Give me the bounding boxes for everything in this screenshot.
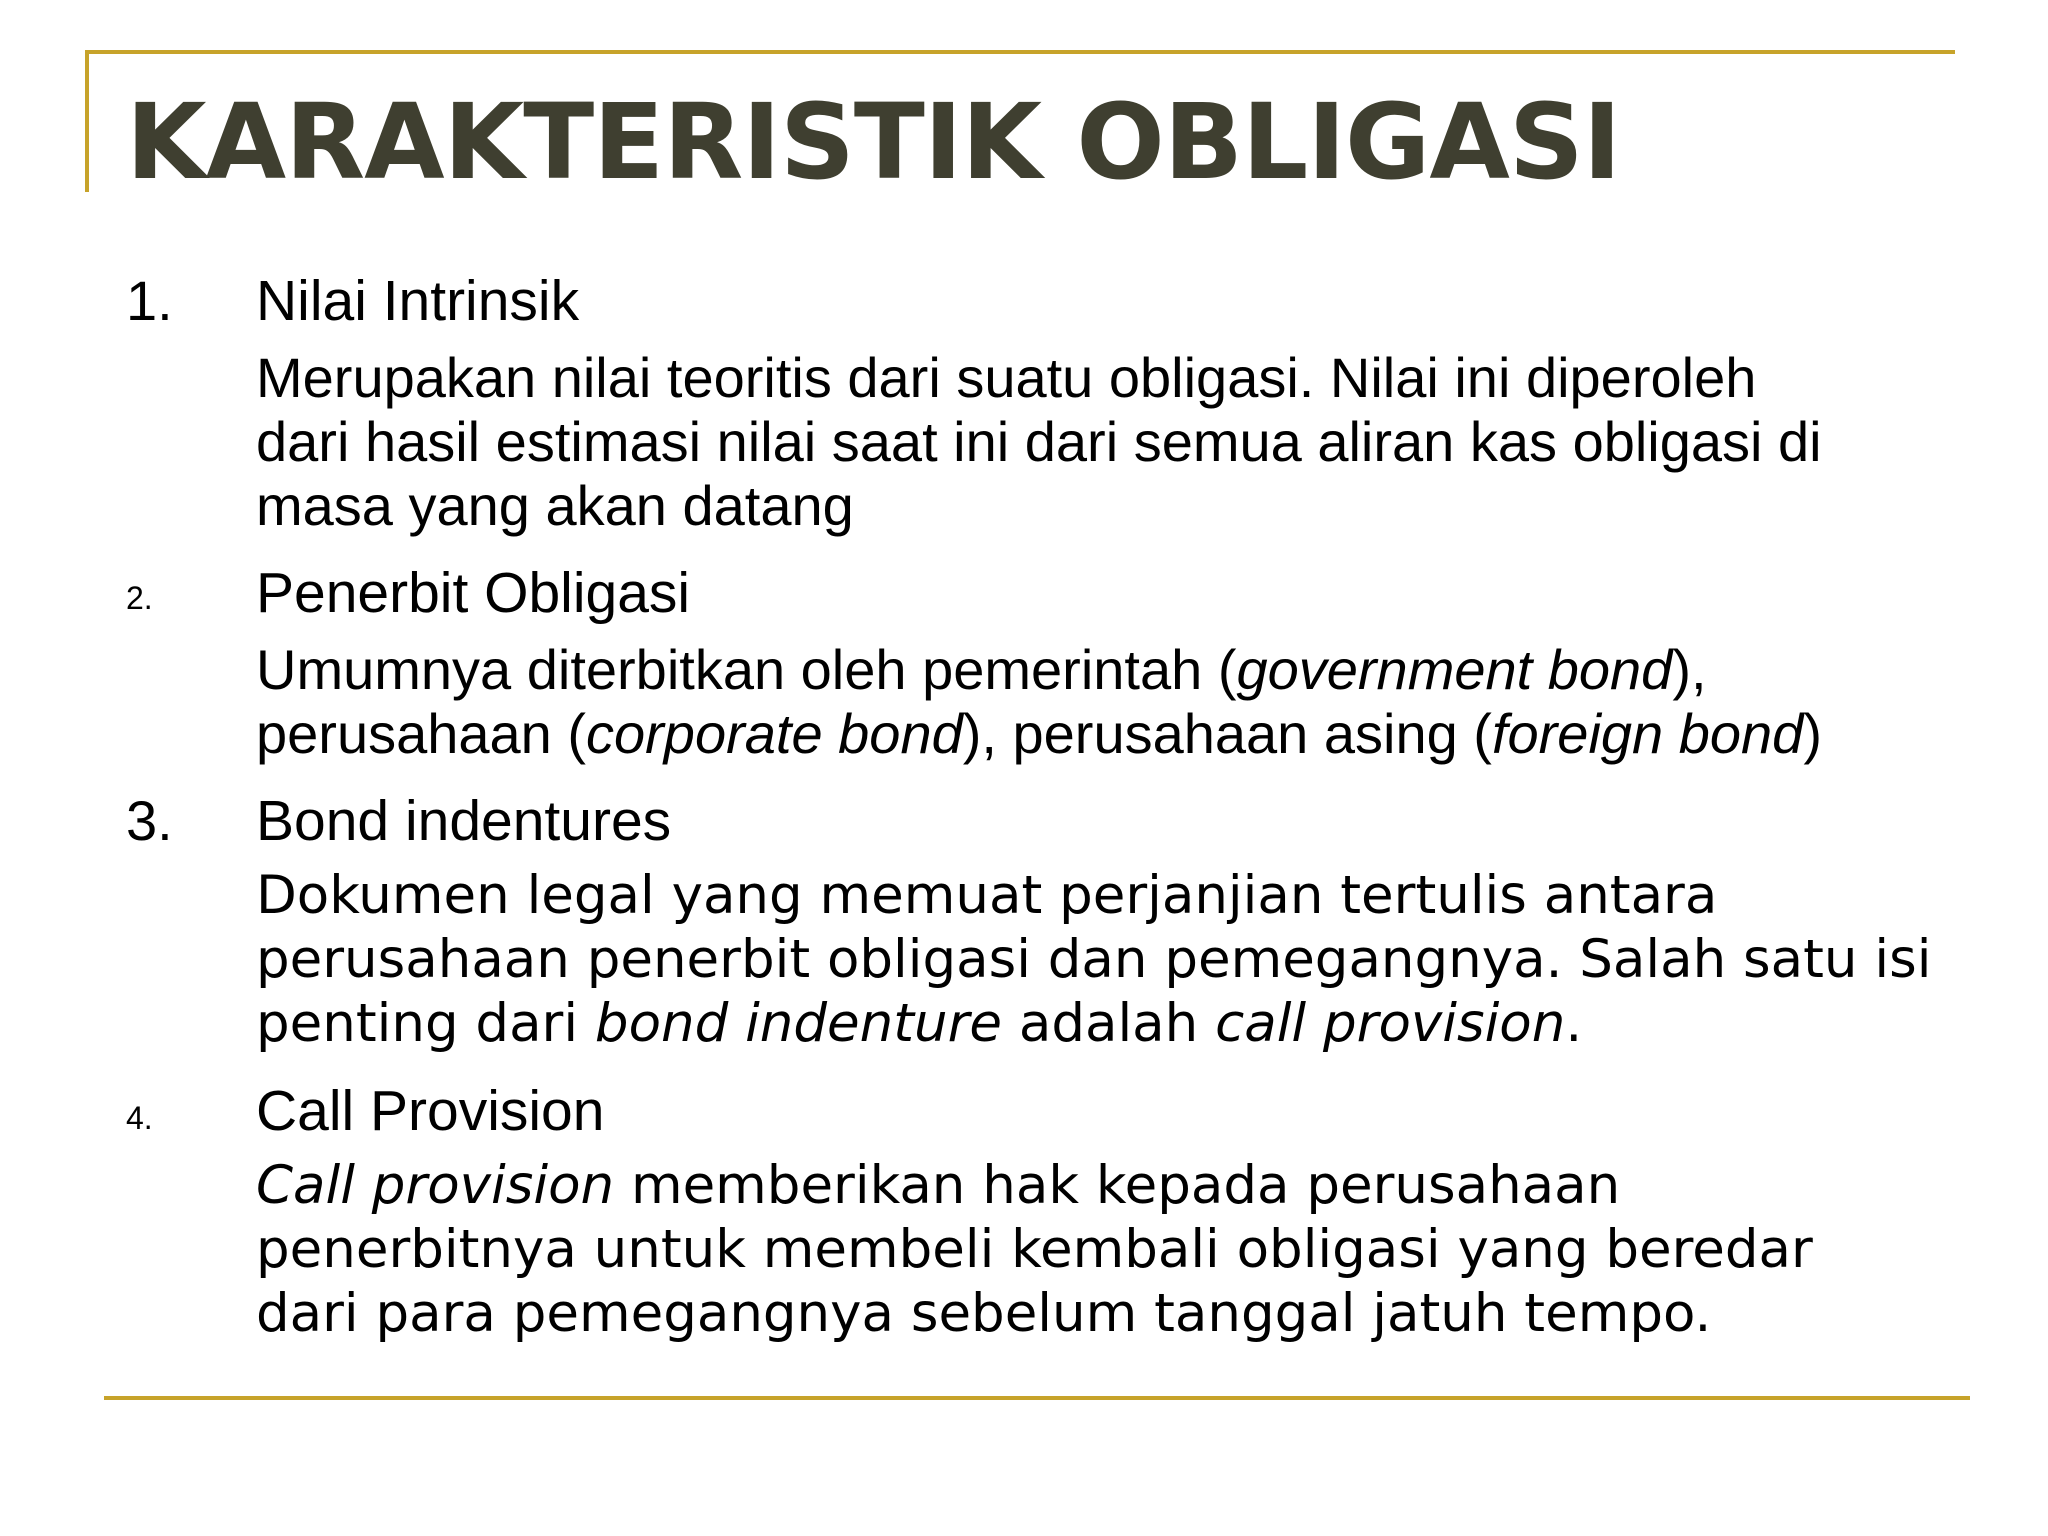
item-body-3-line-1: Dokumen legal yang memuat perjanjian tertulis antara <box>256 865 1718 926</box>
slide-title: KARAKTERISTIK OBLIGASI <box>126 81 1621 203</box>
text-fragment: ), <box>1672 638 1707 701</box>
item-number-4: 4. <box>126 1100 153 1136</box>
text-fragment: perusahaan ( <box>256 702 587 765</box>
italic-term: corporate bond <box>586 702 963 765</box>
italic-term: foreign bond <box>1491 702 1804 765</box>
italic-term: call provision <box>1215 993 1566 1054</box>
text-fragment: penting dari <box>256 993 595 1054</box>
text-fragment: ), perusahaan asing ( <box>962 702 1492 765</box>
item-heading-3: Bond indentures <box>256 789 672 853</box>
item-heading-2: Penerbit Obligasi <box>256 561 691 625</box>
item-body-1-line-2: dari hasil estimasi nilai saat ini dari semua aliran kas obligasi di <box>256 410 1822 473</box>
item-number-1: 1. <box>126 269 173 332</box>
item-number-2: 2. <box>126 580 153 616</box>
italic-term: Call provision <box>256 1155 615 1216</box>
item-body-4-line-1 <box>256 1154 1976 1218</box>
text-fragment: ) <box>1803 702 1822 765</box>
text-fragment: memberikan hak kepada perusahaan <box>614 1155 1621 1216</box>
italic-term: bond indenture <box>594 993 1002 1054</box>
item-body-2-line-2 <box>256 702 1976 766</box>
item-body-4 <box>256 1154 1976 1346</box>
item-body-1 <box>256 346 1976 538</box>
item-body-4-line-2: penerbitnya untuk membeli kembali obligasi yang beredar <box>256 1219 1813 1280</box>
item-body-3-line-3 <box>256 992 1976 1056</box>
item-body-4-line-3: dari para pemegangnya sebelum tanggal jatuh tempo. <box>256 1283 1712 1344</box>
text-fragment: Umumnya diterbitkan oleh pemerintah ( <box>256 638 1237 701</box>
text-fragment: adalah <box>1002 993 1216 1054</box>
item-body-2 <box>256 638 1976 766</box>
item-body-3-line-2: perusahaan penerbit obligasi dan pemegangnya. Salah satu isi <box>256 929 1932 990</box>
item-number-3: 3. <box>126 789 173 852</box>
item-heading-4: Call Provision <box>256 1079 605 1143</box>
item-body-1-line-3: masa yang akan datang <box>256 474 854 537</box>
italic-term: government bond <box>1236 638 1673 701</box>
item-body-3 <box>256 864 1976 1056</box>
item-heading-1: Nilai Intrinsik <box>256 269 580 333</box>
text-fragment: . <box>1565 993 1583 1054</box>
item-body-1-line-1: Merupakan nilai teoritis dari suatu obligasi. Nilai ini diperoleh <box>256 346 1757 409</box>
item-body-2-line-1 <box>256 638 1976 702</box>
